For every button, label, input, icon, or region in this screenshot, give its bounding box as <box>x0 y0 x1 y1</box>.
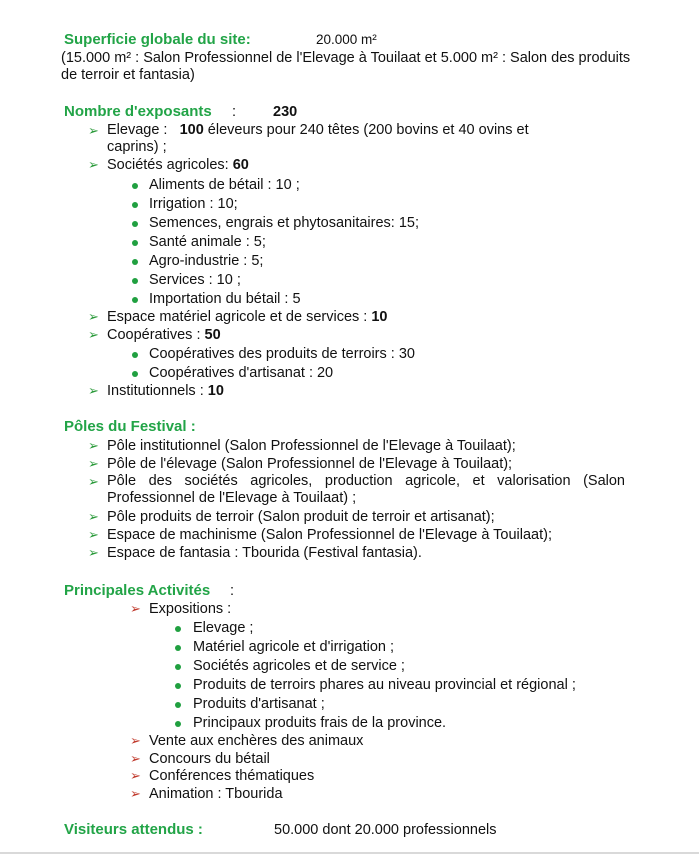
exposition-item: Principaux produits frais de la province. <box>193 715 447 731</box>
visiteurs-label: Visiteurs attendus : <box>64 821 203 838</box>
bullet-dot-icon <box>175 702 181 708</box>
bullet-dot-icon <box>132 297 138 303</box>
arrow-bullet-icon: ➢ <box>88 383 99 398</box>
arrow-bullet-icon: ➢ <box>88 509 99 524</box>
bullet-dot-icon <box>175 626 181 632</box>
bullet-dot-icon <box>132 371 138 377</box>
exposition-item: Produits de terroirs phares au niveau provincial et régional ; <box>193 677 576 693</box>
arrow-bullet-icon: ➢ <box>88 545 99 560</box>
arrow-bullet-icon: ➢ <box>88 527 99 542</box>
espace-item <box>107 308 388 326</box>
bullet-dot-icon <box>175 721 181 727</box>
cooperatives-item <box>107 326 221 344</box>
activite-item: Concours du bétail <box>149 751 270 767</box>
arrow-bullet-icon: ➢ <box>88 309 99 324</box>
bullet-dot-icon <box>132 202 138 208</box>
elevage-rest: éleveurs pour 240 têtes (200 bovins et 40 ovins et caprins) ; <box>107 122 529 155</box>
exposants-label: Nombre d'exposants <box>64 103 212 120</box>
activites-title: Principales Activités <box>64 582 211 599</box>
espace-label: Espace matériel agricole et de services : <box>107 309 368 325</box>
arrow-bullet-icon: ➢ <box>130 768 141 783</box>
superficie-detail: (15.000 m² : Salon Professionnel de l'Elevage à Touilaat et 5.000 m² : Salon des produits de terroir et fantasia) <box>61 50 631 83</box>
arrow-bullet-icon: ➢ <box>130 733 141 748</box>
elevage-item <box>107 122 577 156</box>
poles-title: Pôles du Festival : <box>64 418 196 435</box>
pole-item: Pôle des sociétés agricoles, production agricole, et valorisation (Salon Professionnel de l'Elevage à Touilaat) ; <box>107 473 625 506</box>
societes-sub-item: Irrigation : 10; <box>149 196 238 212</box>
societes-sub-item: Semences, engrais et phytosanitaires: 15; <box>149 215 420 231</box>
arrow-bullet-icon: ➢ <box>88 438 99 453</box>
arrow-bullet-icon: ➢ <box>130 601 141 616</box>
institutionnels-label: Institutionnels : <box>107 383 204 399</box>
pole-item: Pôle institutionnel (Salon Professionnel de l'Elevage à Touilaat); <box>107 438 516 454</box>
superficie-label: Superficie globale du site: <box>64 31 251 48</box>
superficie-value: 20.000 m² <box>316 32 377 47</box>
activite-item: Vente aux enchères des animaux <box>149 733 364 749</box>
societes-count: 60 <box>232 157 249 173</box>
activite-item: Conférences thématiques <box>149 768 315 784</box>
cooperatives-sub-item: Coopératives des produits de terroirs : 30 <box>149 346 415 362</box>
arrow-bullet-icon: ➢ <box>88 157 99 172</box>
bullet-dot-icon <box>132 240 138 246</box>
bullet-dot-icon <box>132 278 138 284</box>
arrow-bullet-icon: ➢ <box>88 123 99 138</box>
elevage-count: 100 <box>179 122 204 138</box>
exposition-item: Produits d'artisanat ; <box>193 696 325 712</box>
exposition-item: Matériel agricole et d'irrigation ; <box>193 639 395 655</box>
page-bottom-divider <box>0 852 699 854</box>
expositions-label: Expositions : <box>149 601 232 617</box>
bullet-dot-icon <box>132 259 138 265</box>
activite-item: Animation : Tbourida <box>149 786 283 802</box>
exposants-total: 230 <box>273 104 298 120</box>
pole-item: Pôle de l'élevage (Salon Professionnel de l'Elevage à Touilaat); <box>107 456 513 472</box>
bullet-dot-icon <box>175 664 181 670</box>
activites-sep: : <box>230 583 235 599</box>
pole-item: Espace de fantasia : Tbourida (Festival fantasia). <box>107 545 422 561</box>
institutionnels-count: 10 <box>207 383 224 399</box>
societes-sub-item: Services : 10 ; <box>149 272 241 288</box>
societes-label: Sociétés agricoles: <box>107 157 229 173</box>
bullet-dot-icon <box>132 183 138 189</box>
arrow-bullet-icon: ➢ <box>88 474 99 489</box>
elevage-label: Elevage : <box>107 122 168 138</box>
pole-item: Espace de machinisme (Salon Professionnel de l'Elevage à Touilaat); <box>107 527 553 543</box>
institutionnels-item <box>107 382 224 400</box>
pole-item: Pôle produits de terroir (Salon produit de terroir et artisanat); <box>107 509 495 525</box>
bullet-dot-icon <box>132 352 138 358</box>
visiteurs-value: 50.000 dont 20.000 professionnels <box>274 822 497 838</box>
exposition-item: Sociétés agricoles et de service ; <box>193 658 405 674</box>
exposition-item: Elevage ; <box>193 620 254 636</box>
arrow-bullet-icon: ➢ <box>130 751 141 766</box>
espace-count: 10 <box>371 309 388 325</box>
arrow-bullet-icon: ➢ <box>130 786 141 801</box>
bullet-dot-icon <box>175 645 181 651</box>
cooperatives-sub-item: Coopératives d'artisanat : 20 <box>149 365 334 381</box>
societes-sub-item: Santé animale : 5; <box>149 234 266 250</box>
societes-sub-item: Importation du bétail : 5 <box>149 291 301 307</box>
bullet-dot-icon <box>175 683 181 689</box>
societes-sub-item: Agro-industrie : 5; <box>149 253 264 269</box>
cooperatives-count: 50 <box>204 327 221 343</box>
arrow-bullet-icon: ➢ <box>88 456 99 471</box>
bullet-dot-icon <box>132 221 138 227</box>
societes-sub-item: Aliments de bétail : 10 ; <box>149 177 300 193</box>
cooperatives-label: Coopératives : <box>107 327 201 343</box>
societes-item <box>107 156 249 174</box>
exposants-sep: : <box>232 104 237 120</box>
arrow-bullet-icon: ➢ <box>88 327 99 342</box>
